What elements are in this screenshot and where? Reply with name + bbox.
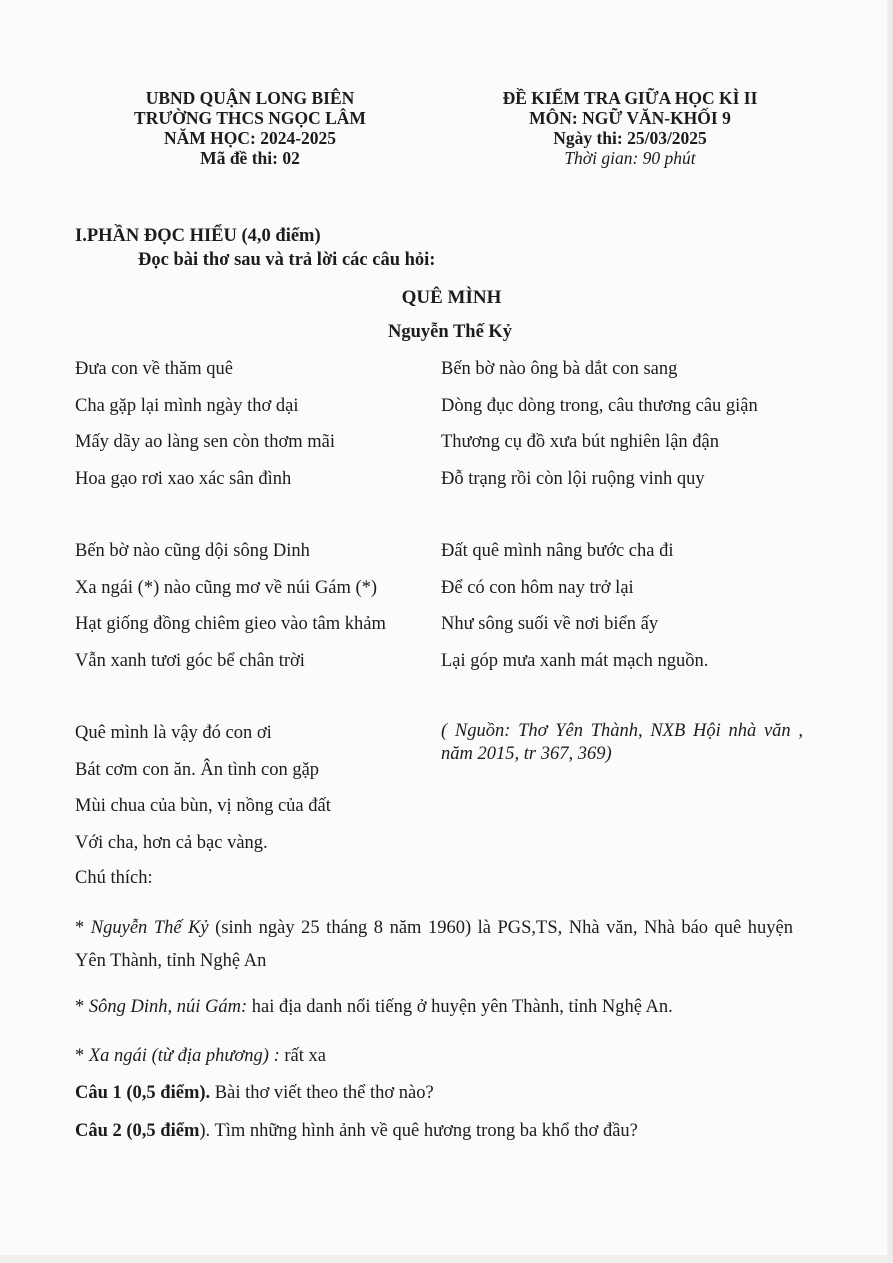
poem-line: Đỗ trạng rồi còn lội ruộng vinh quy [441, 468, 705, 489]
poem-line: Xa ngái (*) nào cũng mơ về núi Gám (*) [75, 577, 378, 598]
poem-author: Nguyễn Thế Kỷ [388, 322, 513, 342]
poem-line: Bát cơm con ăn. Ân tình con gặp [75, 759, 320, 780]
poem-line: Quê mình là vậy đó con ơi [75, 723, 272, 743]
subject: MÔN: NGỮ VĂN-KHỐI 9 [529, 108, 731, 128]
poem-line: Để có con hôm nay trở lại [441, 577, 634, 598]
note-places: * Sông Dinh, núi Gám: hai địa danh nổi tiếng ở huyện yên Thành, tỉnh Nghệ An. [75, 997, 673, 1017]
poem-line: Mấy dãy ao làng sen còn thơm mãi [75, 432, 335, 452]
school-header [95, 88, 405, 168]
question-1-label: Câu 1 (0,5 điểm). [75, 1083, 211, 1103]
poem-line: Hạt giống đồng chiêm gieo vào tâm khảm [75, 614, 386, 634]
poem-line: Thương cụ đồ xưa bút nghiên lận đận [441, 432, 719, 452]
exam-date: Ngày thi: 25/03/2025 [553, 128, 707, 148]
question-2-label: Câu 2 (0,5 điểm [75, 1121, 200, 1141]
question-2-text: ). Tìm những hình ảnh về quê hương trong ba khổ thơ đầu? [199, 1121, 638, 1141]
note-author: * Nguyễn Thế Kỷ (sinh ngày 25 tháng 8 năm 1960) là PGS,TS, Nhà văn, Nhà báo quê huyện Yên Thành, tỉnh Nghệ An [75, 918, 794, 971]
scan-bottom-strip [0, 1255, 893, 1263]
note-dialect-name: Xa ngái (từ địa phương) : [88, 1046, 280, 1066]
section-title: I.PHẦN ĐỌC HIỂU (4,0 điểm) [75, 226, 321, 246]
poem-line: Lại góp mưa xanh mát mạch nguồn. [441, 650, 709, 671]
note-author-name: Nguyễn Thế Kỷ [90, 918, 209, 938]
note-author-text: (sinh ngày 25 tháng 8 năm 1960) là PGS,TS, Nhà văn, Nhà báo quê huyện Yên Thành, tỉnh Nghệ An [75, 918, 794, 971]
poem-source: ( Nguồn: Thơ Yên Thành, NXB Hội nhà văn , năm 2015, tr 367, 369) [441, 721, 803, 764]
note-places-name: Sông Dinh, núi Gám: [88, 997, 248, 1017]
note-places-text: hai địa danh nổi tiếng ở huyện yên Thành, tỉnh Nghệ An. [247, 997, 673, 1017]
poem-line: Như sông suối về nơi biển ấy [441, 614, 659, 634]
exam-title: ĐỀ KIỂM TRA GIỮA HỌC KÌ II [502, 88, 758, 108]
poem-line: Hoa gạo rơi xao xác sân đình [75, 468, 292, 489]
poem-line: Với cha, hơn cả bạc vàng. [75, 832, 268, 853]
question-1 [75, 1083, 434, 1104]
district-name: UBND QUẬN LONG BIÊN [145, 88, 355, 108]
note-dialect-text: rất xa [279, 1046, 326, 1066]
notes-title: Chú thích: [75, 868, 153, 888]
exam-duration: Thời gian: 90 phút [564, 148, 696, 168]
poem-right-column [441, 358, 758, 686]
exam-code: Mã đề thi: 02 [200, 148, 300, 168]
poem-line: Vẫn xanh tươi góc bể chân trời [75, 650, 305, 671]
poem-line: Mùi chua của bùn, vị nồng của đất [75, 796, 331, 816]
note-dialect: * Xa ngái (từ địa phương) : rất xa [75, 1046, 326, 1066]
exam-header [465, 88, 795, 168]
poem-line: Đất quê mình nâng bước cha đi [441, 541, 674, 561]
poem-title: QUÊ MÌNH [401, 287, 502, 308]
poem-line: Dòng đục dòng trong, câu thương câu giận [441, 395, 758, 416]
poem-line: Bến bờ nào ông bà dắt con sang [441, 359, 678, 379]
instruction: Đọc bài thơ sau và trả lời các câu hỏi: [138, 250, 436, 270]
school-year: NĂM HỌC: 2024-2025 [163, 128, 337, 148]
question-2 [75, 1121, 638, 1142]
poem-line: Cha gặp lại mình ngày thơ dại [75, 395, 299, 416]
poem-line: Bến bờ nào cũng dội sông Dinh [75, 541, 310, 561]
poem-line: Đưa con về thăm quê [75, 359, 233, 379]
school-name: TRƯỜNG THCS NGỌC LÂM [134, 108, 366, 128]
poem-left-column [75, 358, 386, 868]
question-1-text: Bài thơ viết theo thể thơ nào? [210, 1083, 434, 1103]
scan-edge [887, 0, 893, 1263]
